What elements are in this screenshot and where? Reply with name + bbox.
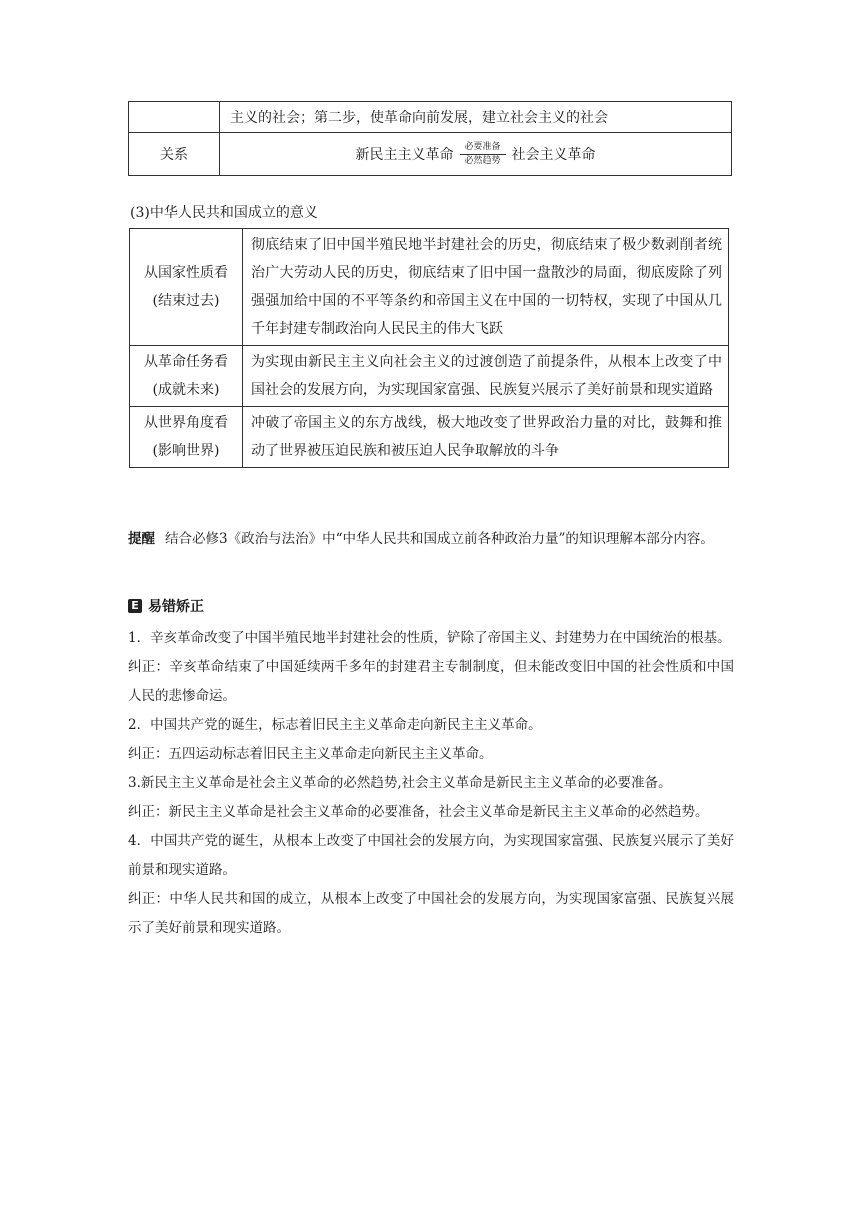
row-label — [130, 229, 243, 346]
label-line: 从世界角度看 — [144, 415, 228, 431]
row-text: 为实现由新民主主义向社会主义的过渡创造了前提条件，从根本上改变了中国社会的发展方向，为实现国家富强、民族复兴展示了美好前景和现实道路 — [243, 346, 729, 407]
revolution-steps-table — [128, 101, 732, 176]
errors-list — [128, 624, 734, 943]
error-statement: 4．中国共产党的诞生，从根本上改变了中国社会的发展方向，为实现国家富强、民族复兴展示了美好前景和现实道路。 — [128, 833, 734, 878]
tip-label: 提醒 — [128, 531, 155, 547]
row-label — [130, 346, 243, 407]
tip-text: 结合必修3《政治与法治》中“中华人民共和国成立前各种政治力量”的知识理解本部分内容。 — [165, 531, 714, 547]
table-row — [129, 102, 732, 133]
table-cell-empty — [129, 102, 220, 133]
error-correction-icon: E — [128, 599, 142, 613]
double-arrow-icon — [460, 142, 506, 167]
table-row — [130, 229, 729, 346]
error-correction: 纠正：五四运动标志着旧民主主义革命走向新民主主义革命。 — [128, 746, 493, 762]
label-line: (影响世界) — [152, 443, 220, 459]
error-correction: 纠正：新民主主义革命是社会主义革命的必要准备，社会主义革命是新民主主义革命的必然趋势。 — [128, 804, 709, 820]
error-statement: 3.新民主主义革命是社会主义革命的必然趋势,社会主义革命是新民主主义革命的必要准备。 — [128, 775, 672, 791]
label-line: (成就未来) — [152, 382, 220, 398]
table-cell-text: 主义的社会；第二步，使革命向前发展，建立社会主义的社会 — [220, 102, 732, 133]
label-line: (结束过去) — [152, 293, 220, 309]
arrow-bottom-label: 必然趋势 — [464, 155, 501, 166]
label-line: 从革命任务看 — [144, 354, 228, 370]
error-correction: 纠正：辛亥革命结束了中国延续两千多年的封建君主专制制度，但未能改变旧中国的社会性质和中国人民的悲惨命运。 — [128, 659, 734, 704]
error-statement: 1．辛亥革命改变了中国半殖民地半封建社会的性质，铲除了帝国主义、封建势力在中国统治的根基。 — [128, 630, 731, 646]
row-text: 彻底结束了旧中国半殖民地半封建社会的历史，彻底结束了极少数剥削者统治广大劳动人民的历史，彻底结束了旧中国一盘散沙的局面，彻底废除了列强强加给中国的不平等条约和帝国主义在中国的一切特权，实现了中国从几千年封建专制政治向人民民主的伟大飞跃 — [243, 229, 729, 346]
table-row — [129, 133, 732, 176]
error-correction: 纠正：中华人民共和国的成立，从根本上改变了中国社会的发展方向，为实现国家富强、民族复兴展示了美好前景和现实道路。 — [128, 891, 734, 936]
row-label-relation: 关系 — [129, 133, 220, 176]
relation-cell — [220, 133, 732, 176]
arrow-top-label: 必要准备 — [464, 141, 501, 152]
errors-section-header — [128, 596, 204, 616]
section-heading: (3)中华人民共和国成立的意义 — [130, 205, 318, 221]
table-row — [130, 407, 729, 468]
error-statement: 2．中国共产党的诞生，标志着旧民主主义革命走向新民主主义革命。 — [128, 717, 542, 733]
tip-note — [128, 524, 738, 554]
significance-table — [129, 228, 729, 468]
right-term: 社会主义革命 — [511, 147, 596, 163]
errors-section-title: 易错矫正 — [148, 599, 204, 615]
row-label — [130, 407, 243, 468]
table-row — [130, 346, 729, 407]
left-term: 新民主主义革命 — [355, 147, 454, 163]
row-text: 冲破了帝国主义的东方战线，极大地改变了世界政治力量的对比，鼓舞和推动了世界被压迫民族和被压迫人民争取解放的斗争 — [243, 407, 729, 468]
label-line: 从国家性质看 — [144, 265, 228, 281]
